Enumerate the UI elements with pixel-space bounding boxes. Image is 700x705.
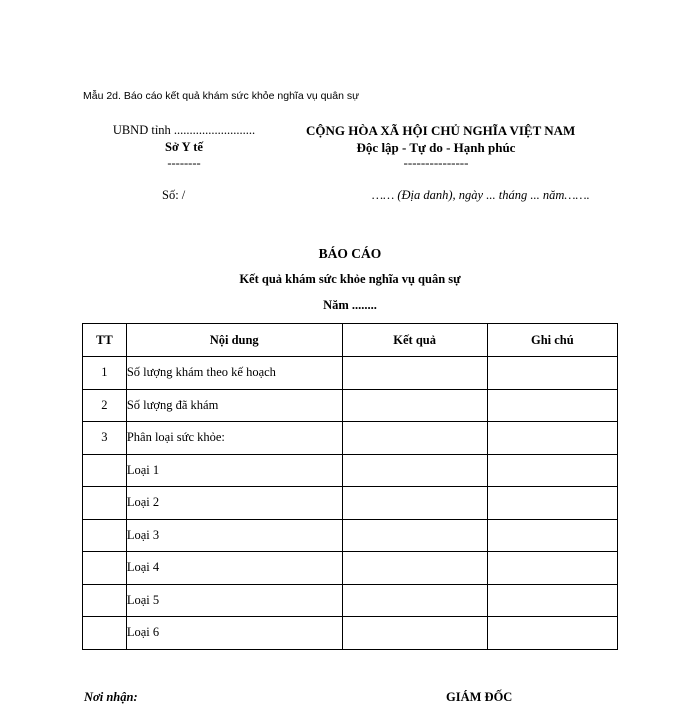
document-number: Số: / — [162, 188, 186, 202]
cell-tt — [83, 519, 127, 552]
issuing-authority-block — [104, 122, 264, 170]
cell-content: Loại 4 — [126, 552, 342, 585]
table-row — [83, 454, 618, 487]
cell-content: Loại 1 — [126, 454, 342, 487]
cell-content: Loại 5 — [126, 584, 342, 617]
cell-content: Số lượng khám theo kế hoạch — [126, 357, 342, 390]
table-header-row — [83, 324, 618, 357]
cell-tt — [83, 617, 127, 650]
cell-tt — [83, 454, 127, 487]
cell-tt — [83, 584, 127, 617]
cell-tt: 2 — [83, 389, 127, 422]
cell-result — [342, 454, 487, 487]
right-divider: --------------- — [403, 155, 469, 170]
recipients-label: Nơi nhận: — [84, 690, 138, 704]
cell-content: Loại 2 — [126, 487, 342, 520]
province-committee-line: UBND tỉnh .......................... — [112, 123, 256, 137]
cell-content: Phân loại sức khỏe: — [126, 422, 342, 455]
cell-note — [487, 519, 617, 552]
table-row — [83, 357, 618, 390]
country-name: CỘNG HÒA XÃ HỘI CHỦ NGHĨA VIỆT NAM — [306, 123, 576, 138]
cell-result — [342, 487, 487, 520]
cell-content: Số lượng đã khám — [126, 389, 342, 422]
header-content: Nội dung — [126, 324, 342, 357]
form-code-label: Mẫu 2d. Báo cáo kết quả khám sức khỏe nghĩa vụ quân sự — [83, 90, 360, 102]
cell-note — [487, 487, 617, 520]
cell-tt — [83, 552, 127, 585]
cell-note — [487, 357, 617, 390]
cell-result — [342, 617, 487, 650]
place-and-date: …… (Địa danh), ngày ... tháng ... năm……. — [372, 188, 590, 202]
table-row — [83, 552, 618, 585]
cell-result — [342, 552, 487, 585]
cell-tt — [83, 487, 127, 520]
table-row — [83, 487, 618, 520]
cell-result — [342, 519, 487, 552]
report-table — [82, 323, 618, 650]
cell-note — [487, 422, 617, 455]
cell-note — [487, 552, 617, 585]
cell-note — [487, 454, 617, 487]
national-motto-block — [306, 122, 576, 170]
table-row — [83, 519, 618, 552]
cell-result — [342, 389, 487, 422]
table-row — [83, 617, 618, 650]
cell-result — [342, 584, 487, 617]
table-row — [83, 389, 618, 422]
director-signature-label: GIÁM ĐỐC — [446, 690, 513, 704]
header-tt: TT — [83, 324, 127, 357]
cell-tt: 1 — [83, 357, 127, 390]
cell-tt: 3 — [83, 422, 127, 455]
cell-content: Loại 6 — [126, 617, 342, 650]
table-row — [83, 584, 618, 617]
motto: Độc lập - Tự do - Hạnh phúc — [356, 140, 516, 155]
left-divider: -------- — [167, 156, 201, 170]
table-row — [83, 422, 618, 455]
department-of-health-line: Sở Y tế — [165, 140, 203, 154]
report-subtitle: Kết quả khám sức khỏe nghĩa vụ quân sự — [239, 272, 461, 286]
cell-note — [487, 389, 617, 422]
cell-note — [487, 617, 617, 650]
report-title: BÁO CÁO — [318, 246, 382, 261]
cell-result — [342, 357, 487, 390]
report-year: Năm ........ — [323, 298, 377, 312]
cell-note — [487, 584, 617, 617]
header-note: Ghi chú — [487, 324, 617, 357]
header-result: Kết quả — [342, 324, 487, 357]
cell-result — [342, 422, 487, 455]
cell-content: Loại 3 — [126, 519, 342, 552]
